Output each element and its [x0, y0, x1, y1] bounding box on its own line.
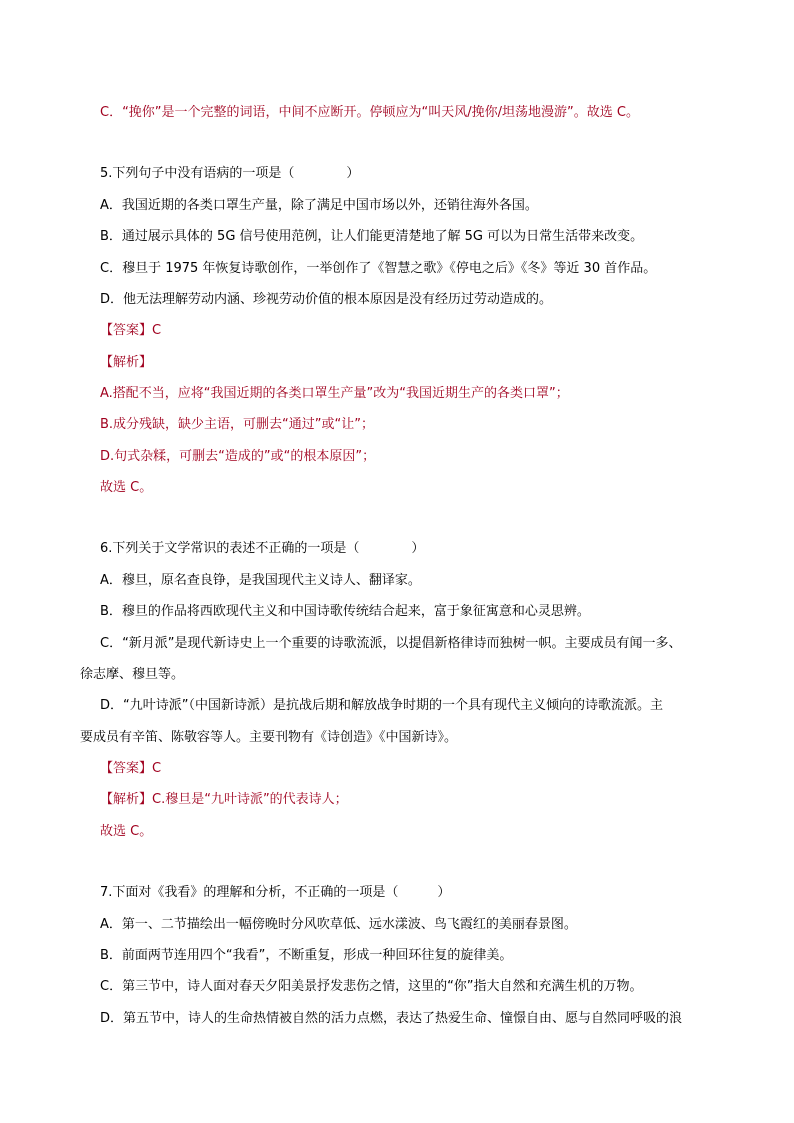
- q5-analysis-label: 【解析】: [100, 355, 153, 370]
- q6-option-a: A．穆旦，原名查良铮，是我国现代主义诗人、翻译家。: [100, 573, 421, 588]
- q6-option-c-line2: 徐志摩、穆旦等。: [80, 667, 185, 682]
- q7-option-d: D．第五节中，诗人的生命热情被自然的活力点燃，表达了热爱生命、憧憬自由、愿与自然同呼吸的浪: [100, 1011, 683, 1026]
- q7-option-b: B．前面两节连用四个“我看”，不断重复，形成一种回环往复的旋律美。: [100, 948, 513, 963]
- q5-stem: 5.下列句子中没有语病的一项是（ ）: [100, 166, 360, 181]
- q5-option-a: A．我国近期的各类口罩生产量，除了满足中国市场以外，还销往海外各国。: [100, 198, 538, 213]
- prev-explanation-c: C．“挽你”是一个完整的词语，中间不应断开。停顿应为“叫天风/挽你/坦荡地漫游”。故选 C。: [100, 105, 639, 120]
- q5-option-d: D．他无法理解劳动内涵、珍视劳动价值的根本原因是没有经历过劳动造成的。: [100, 292, 553, 307]
- q5-analysis-a: A.搭配不当，应将“我国近期的各类口罩生产量”改为“我国近期生产的各类口罩”；: [100, 386, 569, 401]
- q7-stem: 7.下面对《我看》的理解和分析，不正确的一项是（ ）: [100, 885, 451, 900]
- q6-option-b: B．穆旦的作品将西欧现代主义和中国诗歌传统结合起来，富于象征寓意和心灵思辨。: [100, 604, 590, 619]
- q6-option-c-line1: C．“新月派”是现代新诗史上一个重要的诗歌流派，以提倡新格律诗而独树一帜。主要成员有闻一多、: [100, 636, 682, 651]
- q6-conclusion: 故选 C。: [100, 824, 153, 839]
- q6-stem: 6.下列关于文学常识的表述不正确的一项是（ ）: [100, 541, 425, 556]
- q7-option-c: C．第三节中，诗人面对春天夕阳美景抒发悲伤之情，这里的“你”指大自然和充满生机的万物。: [100, 979, 643, 994]
- q5-conclusion: 故选 C。: [100, 480, 153, 495]
- q7-option-a: A．第一、二节描绘出一幅傍晚时分风吹草低、远水漾波、鸟飞霞红的美丽春景图。: [100, 917, 577, 932]
- q5-option-b: B．通过展示具体的 5G 信号使用范例，让人们能更清楚地了解 5G 可以为日常生活带来改变。: [100, 229, 644, 244]
- q6-option-d-line2: 要成员有辛笛、陈敬容等人。主要刊物有《诗创造》《中国新诗》。: [80, 730, 458, 745]
- q5-analysis-d: D.句式杂糅，可删去“造成的”或“的根本原因”；: [100, 449, 376, 464]
- q6-option-d-line1: D．“九叶诗派”（中国新诗派）是抗战后期和解放战争时期的一个具有现代主义倾向的诗歌流派。主: [100, 698, 663, 713]
- q6-analysis: 【解析】C.穆旦是“九叶诗派”的代表诗人；: [100, 792, 348, 807]
- q5-answer: 【答案】C: [100, 323, 162, 338]
- q5-analysis-b: B.成分残缺，缺少主语，可删去“通过”或“让”；: [100, 417, 374, 432]
- q5-option-c: C．穆旦于 1975 年恢复诗歌创作，一举创作了《智慧之歌》《停电之后》《冬》等近 30 首作品。: [100, 261, 657, 276]
- q6-answer: 【答案】C: [100, 761, 162, 776]
